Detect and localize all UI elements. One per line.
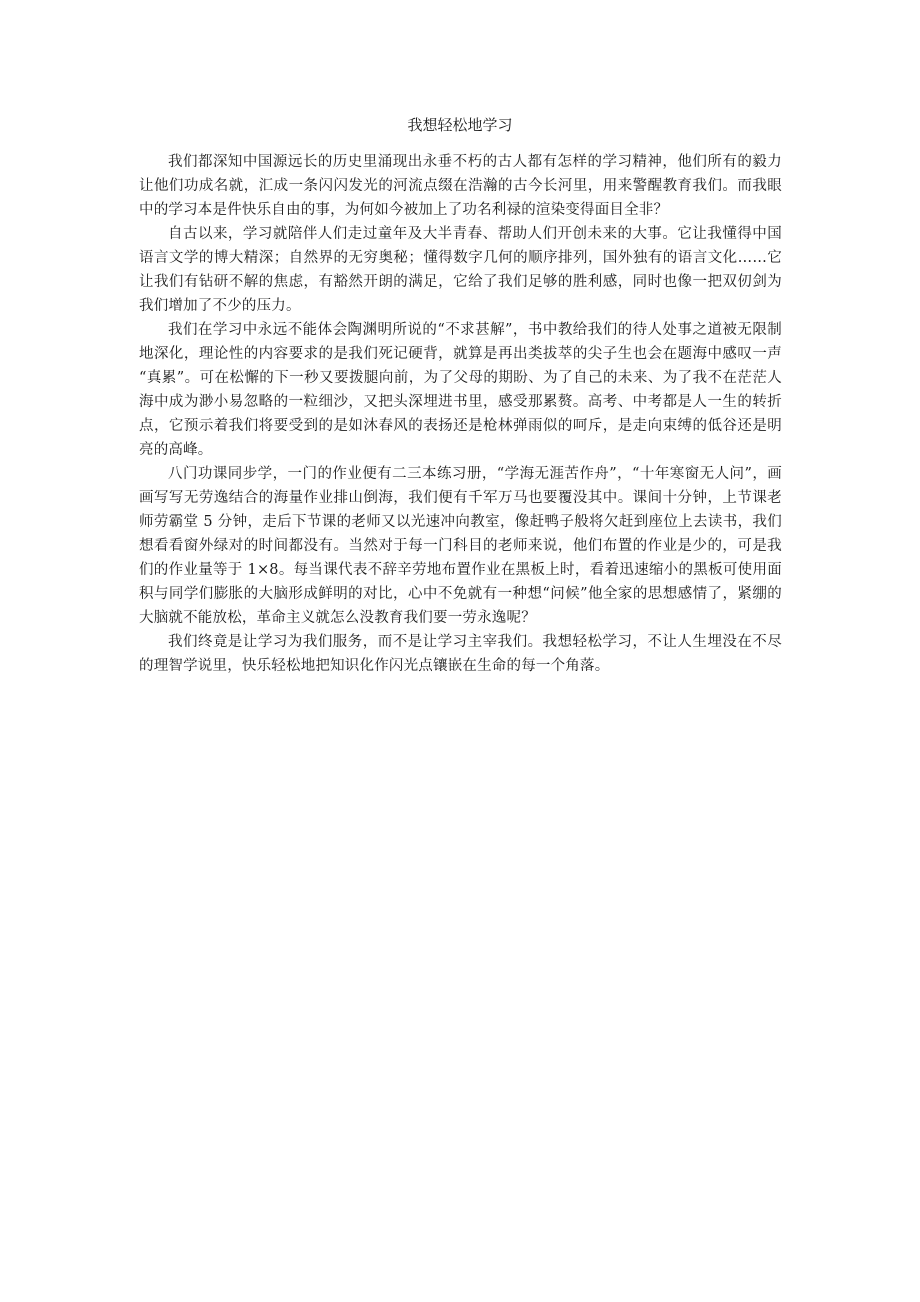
paragraph-4: 八门功课同步学，一门的作业便有二三本练习册，“学海无涯苦作舟”，“十年寒窗无人问”，画画写写无劳逸结合的海量作业排山倒海，我们便有千军万马也要覆没其中。课间十分钟，上节课老师劳霸堂 5 分钟，走后下节课的老师又以光速冲向教室，像赶鸭子般将欠赶到座位上去读书，我们想看看窗外绿对的时间都没有。当然对于每一门科目的老师来说，他们布置的作业是少的，可是我们的作业量等于 1×8。每当课代表不辞辛劳地布置作业在黑板上时，看着迅速缩小的黑板可使用面积与同学们膨胀的大脑形成鲜明的对比，心中不免就有一种想“问候”他全家的思想感情了，紧绷的大脑就不能放松，革命主义就怎么没教育我们要一劳永逸呢？ [139, 466, 782, 626]
paragraph-5: 我们终竟是让学习为我们服务，而不是让学习主宰我们。我想轻松学习，不让人生埋没在不尽的理智学说里，快乐轻松地把知识化作闪光点镶嵌在生命的每一个角落。 [139, 634, 782, 674]
paragraph-1: 我们都深知中国源远长的历史里涌现出永垂不朽的古人都有怎样的学习精神，他们所有的毅力让他们功成名就，汇成一条闪闪发光的河流点缀在浩瀚的古今长河里，用来警醒教育我们。而我眼中的学习本是件快乐自由的事，为何如今被加上了功名利禄的渲染变得面目全非？ [139, 154, 782, 218]
document-title: 我想轻松地学习 [407, 116, 513, 134]
paragraph-2: 自古以来，学习就陪伴人们走过童年及大半青春、帮助人们开创未来的大事。它让我懂得中国语言文学的博大精深；自然界的无穷奥秘；懂得数字几何的顺序排列，国外独有的语言文化……它让我们有钻研不解的焦虑，有豁然开朗的满足，它给了我们足够的胜利感，同时也像一把双仞剑为我们增加了不少的压力。 [139, 226, 782, 314]
paragraph-3: 我们在学习中永远不能体会陶渊明所说的“不求甚解”，书中教给我们的待人处事之道被无限制地深化，理论性的内容要求的是我们死记硬背，就算是再出类拔萃的尖子生也会在题海中感叹一声 “真累”。可在松懈的下一秒又要拨腿向前，为了父母的期盼、为了自己的未来、为了我不在茫茫人海中成为渺小易忽略的一粒细沙，又把头深埋进书里，感受那累赘。高考、中考都是人一生的转折点，它预示着我们将要受到的是如沐春风的表扬还是枪林弹雨似的呵斥，是走向束缚的低谷还是明亮的高峰。 [139, 322, 782, 458]
document-body [139, 150, 782, 678]
